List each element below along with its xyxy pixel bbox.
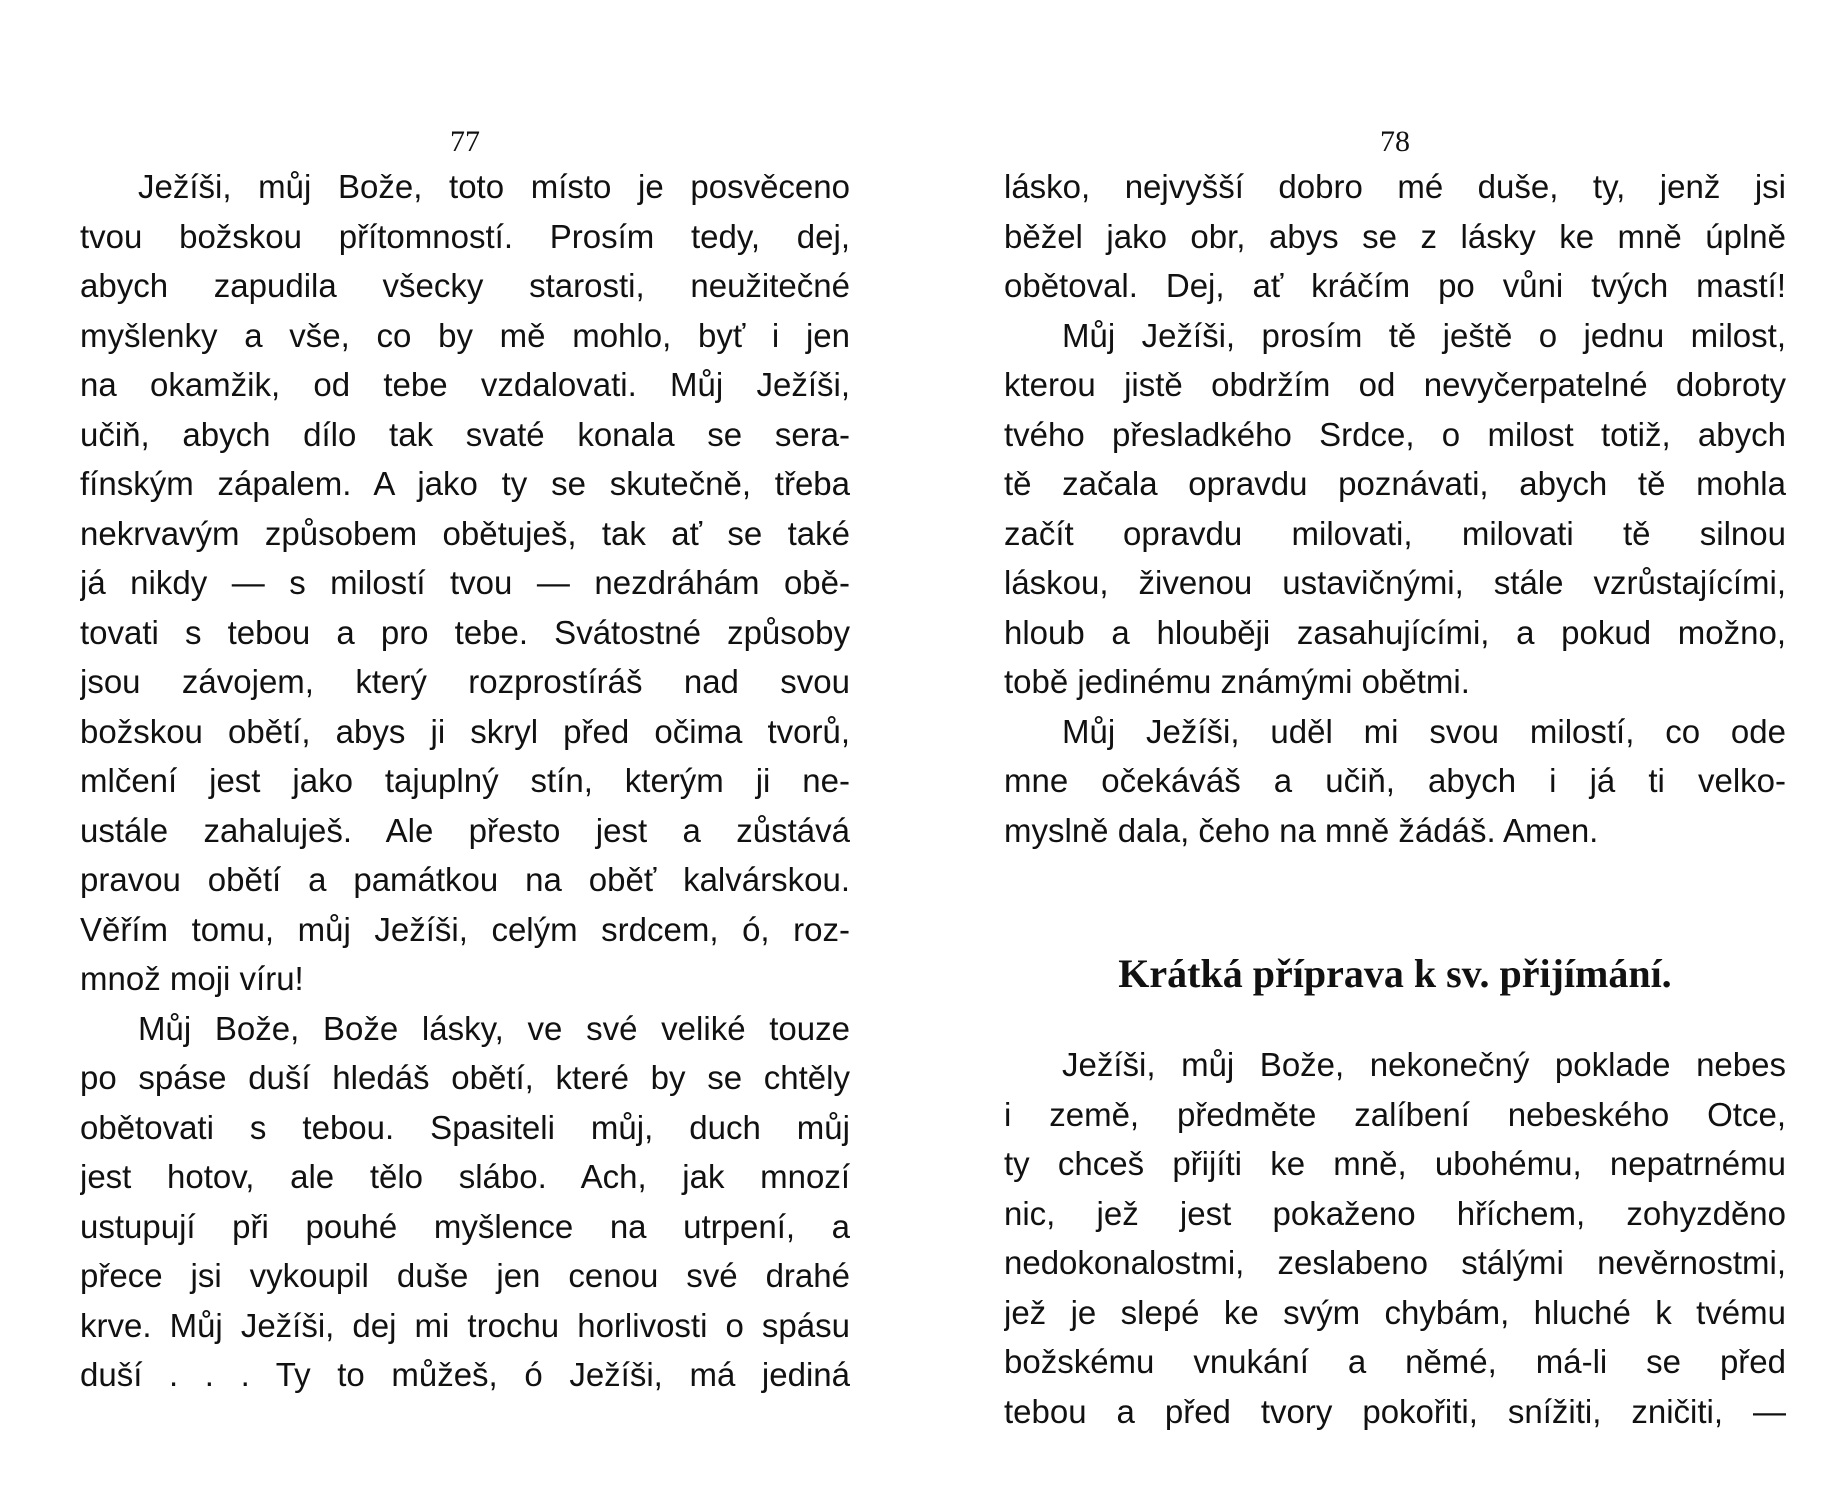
text-line: po spáse duší hledáš obětí, které by se chtěly — [80, 1059, 850, 1096]
text-line: kterou jistě obdržím od nevyčerpatelné dobroty — [1004, 366, 1786, 403]
right-page-text-top — [1004, 162, 1786, 855]
page-number-right: 78 — [1380, 125, 1410, 158]
text-line: já nikdy — s milostí tvou — nezdráhám obě- — [80, 564, 850, 601]
text-line: běžel jako obr, abys se z lásky ke mně úplně — [1004, 217, 1786, 255]
text-line: přece jsi vykoupil duše jen cenou své drahé — [80, 1257, 850, 1294]
text-line: Ježíši, můj Bože, toto místo je posvěceno — [138, 168, 850, 205]
text-line: začít opravdu milovati, milovati tě silnou — [1004, 514, 1786, 552]
text-line: ty chceš přijíti ke mně, ubohému, nepatrnému — [1004, 1145, 1786, 1182]
text-line: duší . . . Ty to můžeš, ó Ježíši, má jediná — [80, 1356, 850, 1393]
text-line: myšlenky a vše, co by mě mohlo, byť i jen — [80, 316, 850, 354]
right-page — [1004, 0, 1786, 1500]
section-heading: Krátká příprava k sv. přijímání. — [1118, 951, 1672, 996]
text-line: Můj Bože, Bože lásky, ve své veliké touze — [138, 1009, 850, 1047]
text-line: krve. Můj Ježíši, dej mi trochu horlivosti o spásu — [80, 1306, 850, 1344]
text-line: nic, jež jest pokaženo hříchem, zohyzděno — [1004, 1194, 1786, 1232]
text-line: jsou závojem, který rozprostíráš nad svou — [80, 663, 850, 700]
text-line: mne očekáváš a učiň, abych i já ti velko- — [1004, 762, 1786, 799]
text-line: fínským zápalem. A jako ty se skutečně, třeba — [80, 465, 850, 502]
text-line: Ježíši, můj Bože, nekonečný poklade nebes — [1062, 1046, 1786, 1083]
text-line: nekrvavým způsobem obětuješ, tak ať se také — [80, 514, 850, 552]
text-line: ustupují při pouhé myšlence na utrpení, a — [80, 1207, 850, 1245]
right-page-text-bottom — [1004, 1040, 1786, 1436]
text-line: obětoval. Dej, ať kráčím po vůni tvých mastí! — [1004, 267, 1786, 304]
text-line: i země, předměte zalíbení nebeského Otce, — [1004, 1095, 1786, 1133]
text-line: učiň, abych dílo tak svaté konala se sera- — [80, 415, 850, 453]
text-line: jež je slepé ke svým chybám, hluché k tvému — [1004, 1293, 1786, 1331]
text-line: tebou a před tvory pokořiti, snížiti, zničiti, — — [1004, 1392, 1786, 1430]
text-line: tvého přesladkého Srdce, o milost totiž, abych — [1004, 415, 1786, 453]
text-line: pravou obětí a památkou na oběť kalvárskou. — [80, 861, 850, 898]
text-line: božskému vnukání a němé, má-li se před — [1004, 1343, 1786, 1380]
text-line: mlčení jest jako tajuplný stín, kterým ji ne- — [80, 762, 850, 799]
text-line: množ moji víru! — [80, 960, 304, 997]
text-line: tovati s tebou a pro tebe. Svátostné způsoby — [80, 613, 850, 651]
text-line: tobě jedinému známými obětmi. — [1004, 663, 1470, 700]
text-line: myslně dala, čeho na mně žádáš. Amen. — [1004, 811, 1599, 849]
text-line: obětovati s tebou. Spasiteli můj, duch můj — [80, 1108, 850, 1146]
left-page — [80, 0, 850, 1500]
left-page-text — [80, 162, 850, 1400]
text-line: Můj Ježíši, uděl mi svou milostí, co ode — [1062, 712, 1786, 750]
text-line: tě začala opravdu poznávati, abych tě mohla — [1004, 465, 1786, 502]
text-line: lásko, nejvyšší dobro mé duše, ty, jenž jsi — [1004, 168, 1786, 205]
text-line: na okamžik, od tebe vzdalovati. Můj Ježíši, — [80, 366, 850, 403]
text-line: tvou božskou přítomností. Prosím tedy, dej, — [80, 217, 850, 255]
text-line: božskou obětí, abys ji skryl před očima tvorů, — [80, 712, 850, 750]
text-line: Můj Ježíši, prosím tě ještě o jednu milost, — [1062, 316, 1786, 354]
text-line: abych zapudila všecky starosti, neužitečné — [80, 267, 850, 304]
text-line: láskou, živenou ustavičnými, stále vzrůstajícími, — [1004, 564, 1786, 601]
text-line: nedokonalostmi, zeslabeno stálými nevěrnostmi, — [1004, 1244, 1786, 1281]
page-number-left: 77 — [450, 125, 480, 158]
text-line: jest hotov, ale tělo slábo. Ach, jak mnozí — [80, 1158, 850, 1195]
text-line: hloub a hlouběji zasahujícími, a pokud možno, — [1004, 613, 1786, 651]
text-line: Věřím tomu, můj Ježíši, celým srdcem, ó, roz- — [80, 910, 850, 948]
text-line: ustále zahaluješ. Ale přesto jest a zůstává — [80, 811, 850, 849]
